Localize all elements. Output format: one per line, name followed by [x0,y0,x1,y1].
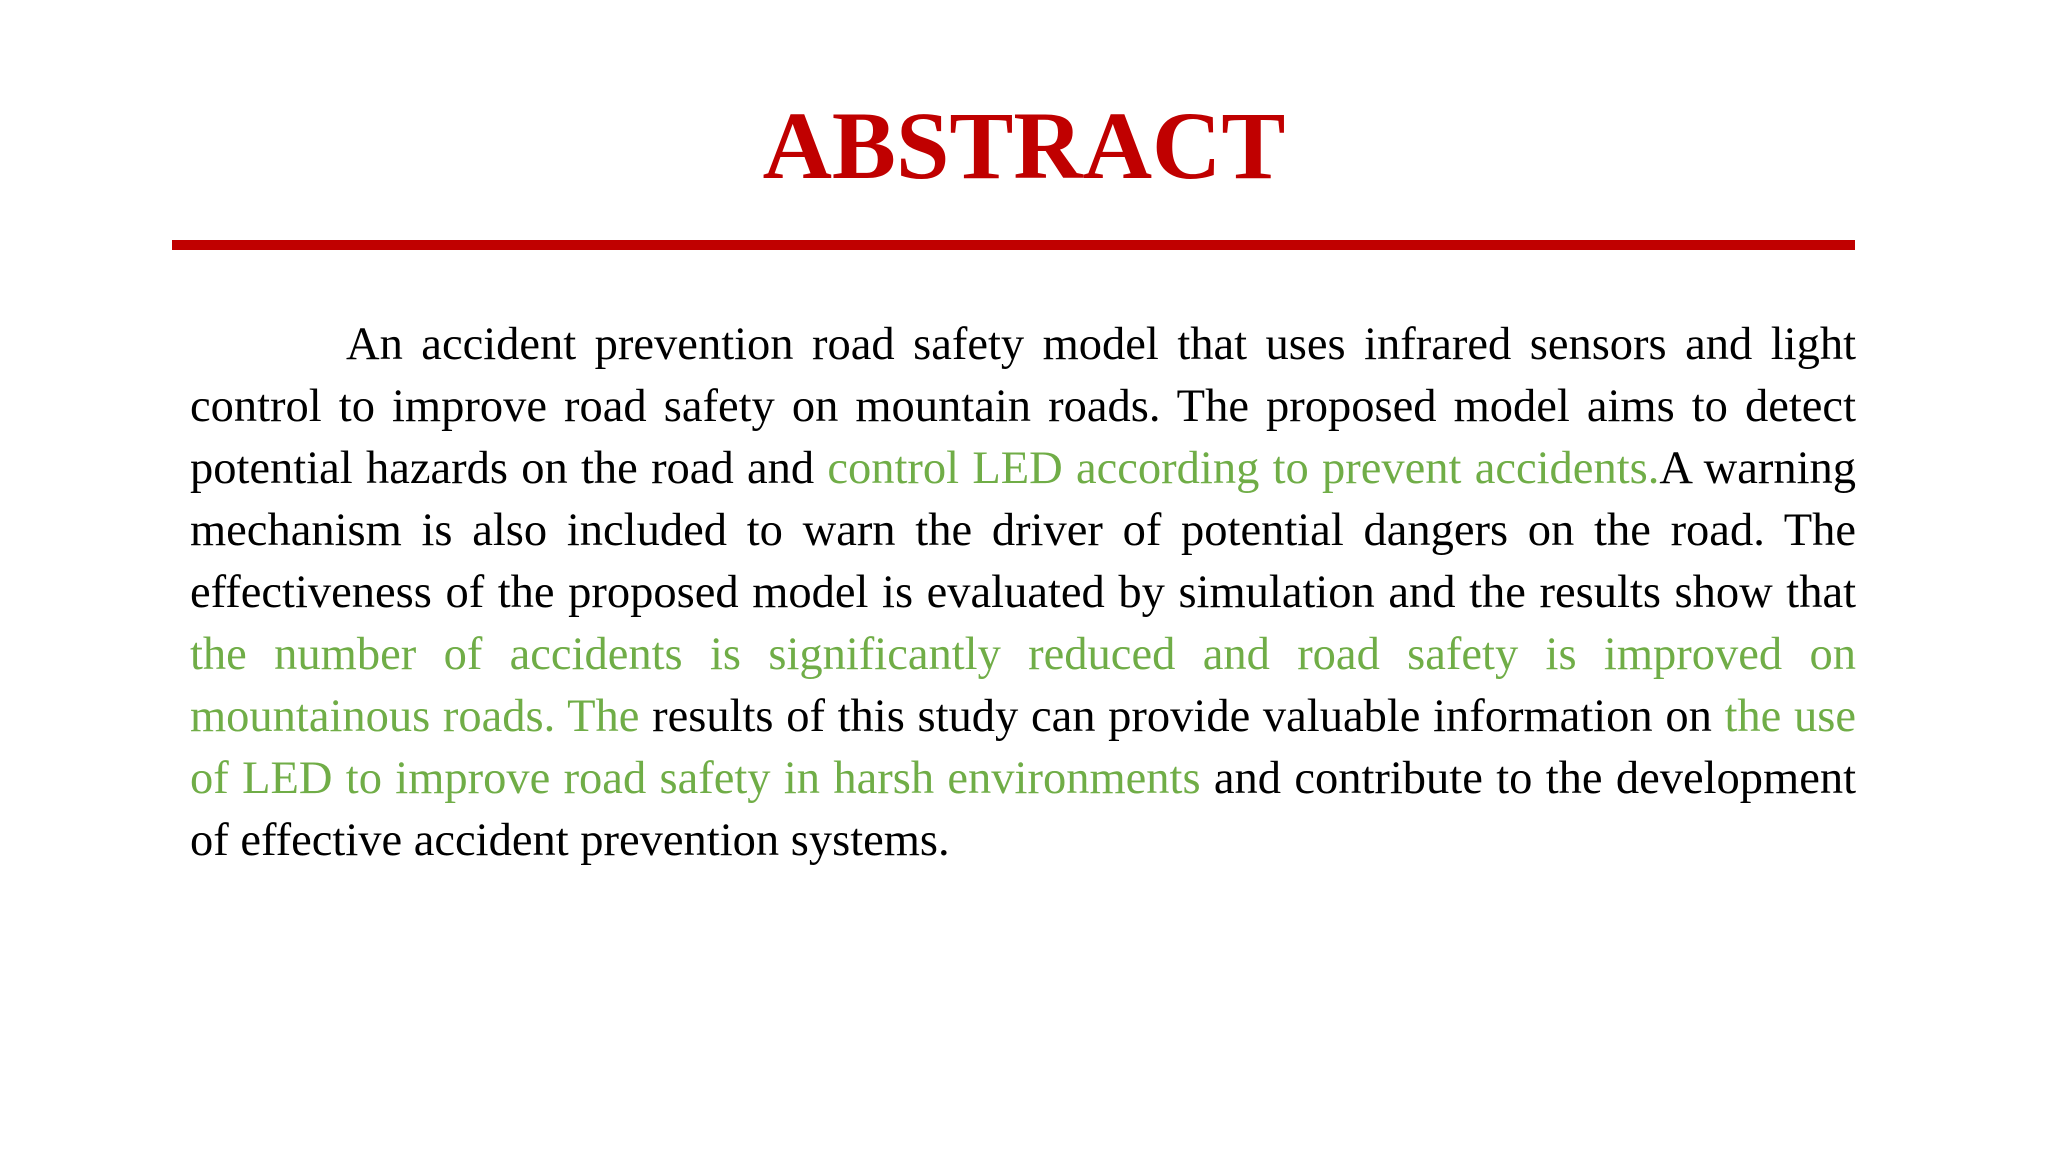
abstract-paragraph [190,314,1856,872]
title-divider [172,240,1855,250]
abstract-text-segment: A warning mechanism is also included to warn the driver of potential dangers on the road. The effectiveness of the proposed model is evaluated by simulation and the results show that [190,443,1856,618]
abstract-highlight-segment: control LED according to prevent accidents. [827,443,1660,494]
abstract-text-segment: results of this study can provide valuable information on [639,691,1725,742]
abstract-text-segment: An accident prevention road safety model that uses infrared sensors and light control to improve road safety on mountain roads. The proposed model aims to detect potential hazards on the road and [190,319,1856,494]
abstract-highlight-segment: the number of accidents is significantly reduced and road safety is improved on mountainous roads. The [190,629,1856,742]
abstract-text-segment: and contribute to the development of effective accident prevention systems. [190,753,1856,866]
slide-title: ABSTRACT [762,92,1286,199]
abstract-highlight-segment: the use of LED to improve road safety in harsh environments [190,691,1856,804]
